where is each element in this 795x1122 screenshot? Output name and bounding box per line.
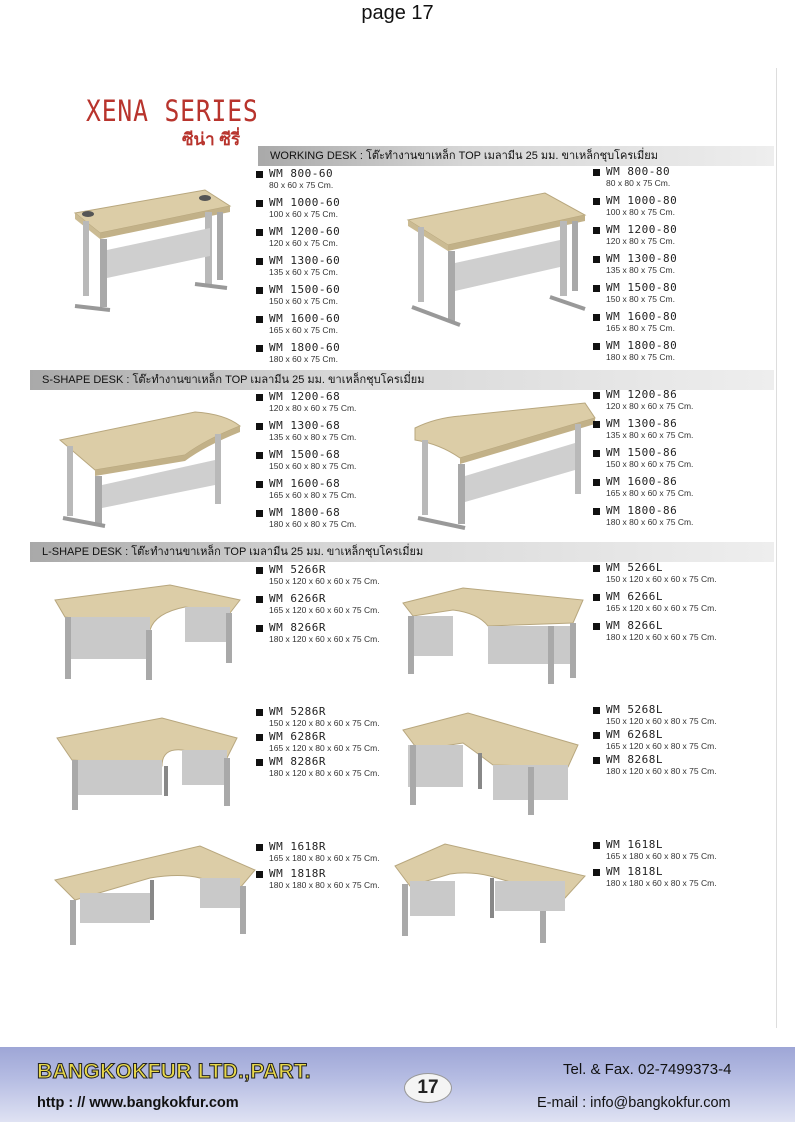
bullet-square-icon <box>256 229 263 236</box>
product-code: WM 800-60 <box>269 167 334 180</box>
product-size: 180 x 120 x 60 x 60 x 75 Cm. <box>269 634 380 644</box>
product-code: WM 8266R <box>269 621 326 634</box>
product-code: WM 1200-68 <box>269 390 341 403</box>
product-size: 165 x 60 x 80 x 75 Cm. <box>269 490 357 500</box>
product-size: 165 x 120 x 60 x 80 x 75 Cm. <box>606 741 717 751</box>
product-item <box>593 252 677 276</box>
product-code: WM 1600-86 <box>606 475 678 488</box>
product-item <box>256 621 380 645</box>
product-size: 135 x 60 x 75 Cm. <box>269 267 338 277</box>
product-size: 150 x 120 x 60 x 80 x 75 Cm. <box>606 716 717 726</box>
product-size: 150 x 60 x 80 x 75 Cm. <box>269 461 357 471</box>
product-size: 120 x 60 x 75 Cm. <box>269 238 338 248</box>
product-size: 165 x 80 x 60 x 75 Cm. <box>606 488 694 498</box>
s-shape-desk-86-image <box>410 398 600 533</box>
working-desk-60-image <box>55 178 240 318</box>
product-item <box>593 728 717 752</box>
product-item <box>593 703 717 727</box>
bullet-square-icon <box>593 869 600 876</box>
bullet-square-icon <box>256 871 263 878</box>
s-shape-desk-68-image <box>55 400 245 530</box>
product-code: WM 1818L <box>606 865 663 878</box>
bullet-square-icon <box>593 198 600 205</box>
product-code: WM 1200-60 <box>269 225 341 238</box>
product-item <box>593 561 717 585</box>
product-item <box>256 477 356 501</box>
product-code: WM 6266R <box>269 592 326 605</box>
product-item <box>256 196 340 220</box>
product-size: 180 x 80 x 75 Cm. <box>606 352 675 362</box>
product-item <box>256 254 340 278</box>
l-shape-desk-l-80-image <box>398 705 583 820</box>
product-code: WM 6286R <box>269 730 326 743</box>
product-size: 165 x 120 x 80 x 60 x 75 Cm. <box>269 743 380 753</box>
bullet-square-icon <box>256 734 263 741</box>
product-item <box>256 730 380 754</box>
product-size: 180 x 120 x 60 x 80 x 75 Cm. <box>606 766 717 776</box>
product-size: 165 x 80 x 75 Cm. <box>606 323 675 333</box>
bullet-square-icon <box>256 200 263 207</box>
page-edge-rule <box>776 68 777 1028</box>
bullet-square-icon <box>256 452 263 459</box>
product-item <box>256 592 380 616</box>
bullet-square-icon <box>593 732 600 739</box>
page-number: 17 <box>417 1077 439 1098</box>
product-item <box>256 755 380 779</box>
product-code: WM 1500-60 <box>269 283 341 296</box>
bullet-square-icon <box>593 392 600 399</box>
product-size: 180 x 120 x 60 x 60 x 75 Cm. <box>606 632 717 642</box>
product-item <box>593 281 677 305</box>
bullet-square-icon <box>256 345 263 352</box>
product-code: WM 1800-80 <box>606 339 678 352</box>
l-shape-desk-r-60-image <box>50 575 245 685</box>
product-code: WM 1500-68 <box>269 448 341 461</box>
product-code: WM 1200-80 <box>606 223 678 236</box>
bullet-square-icon <box>256 316 263 323</box>
working-desk-heading: WORKING DESK : โต๊ะทำงานขาเหล็ก TOP เมลามีน 25 มม. ขาเหล็กชุบโครเมี่ยม <box>258 146 774 166</box>
bullet-square-icon <box>593 450 600 457</box>
s-shape-desk-heading: S-SHAPE DESK : โต๊ะทำงานขาเหล็ก TOP เมลามีน 25 มม. ขาเหล็กชุบโครเมี่ยม <box>30 370 774 390</box>
product-item <box>256 705 380 729</box>
bullet-square-icon <box>256 394 263 401</box>
product-size: 120 x 80 x 75 Cm. <box>606 236 675 246</box>
bullet-square-icon <box>256 709 263 716</box>
email-link[interactable]: E-mail : info@bangkokfur.com <box>537 1095 731 1111</box>
product-size: 180 x 180 x 60 x 80 x 75 Cm. <box>606 878 717 888</box>
product-size: 135 x 80 x 60 x 75 Cm. <box>606 430 694 440</box>
product-size: 80 x 60 x 75 Cm. <box>269 180 334 190</box>
bullet-square-icon <box>256 510 263 517</box>
product-item <box>593 504 693 528</box>
product-code: WM 1600-60 <box>269 312 341 325</box>
product-code: WM 1300-80 <box>606 252 678 265</box>
bullet-square-icon <box>593 256 600 263</box>
bullet-square-icon <box>593 757 600 764</box>
bullet-square-icon <box>593 508 600 515</box>
product-item <box>256 283 340 307</box>
product-code: WM 1500-80 <box>606 281 678 294</box>
bullet-square-icon <box>256 423 263 430</box>
bullet-square-icon <box>593 421 600 428</box>
bullet-square-icon <box>256 171 263 178</box>
product-size: 150 x 80 x 60 x 75 Cm. <box>606 459 694 469</box>
product-size: 120 x 80 x 60 x 75 Cm. <box>606 401 694 411</box>
product-size: 165 x 120 x 60 x 60 x 75 Cm. <box>269 605 380 615</box>
product-code: WM 1000-80 <box>606 194 678 207</box>
bullet-square-icon <box>593 707 600 714</box>
bullet-square-icon <box>593 227 600 234</box>
product-code: WM 1818R <box>269 867 326 880</box>
bullet-square-icon <box>256 287 263 294</box>
product-code: WM 5286R <box>269 705 326 718</box>
product-item <box>256 390 356 414</box>
bullet-square-icon <box>593 594 600 601</box>
product-code: WM 1618R <box>269 840 326 853</box>
product-code: WM 8266L <box>606 619 663 632</box>
bullet-square-icon <box>256 481 263 488</box>
product-item <box>593 753 717 777</box>
product-item <box>593 619 717 643</box>
product-code: WM 5266R <box>269 563 326 576</box>
bullet-square-icon <box>256 567 263 574</box>
product-size: 180 x 180 x 80 x 60 x 75 Cm. <box>269 880 380 890</box>
product-item <box>593 194 677 218</box>
website-link[interactable]: http : // www.bangkokfur.com <box>37 1095 239 1111</box>
bullet-square-icon <box>256 625 263 632</box>
product-item <box>593 339 677 363</box>
bullet-square-icon <box>256 596 263 603</box>
product-item <box>256 867 380 891</box>
product-item <box>256 312 340 336</box>
bullet-square-icon <box>256 759 263 766</box>
product-item <box>593 310 677 334</box>
product-size: 100 x 80 x 75 Cm. <box>606 207 675 217</box>
bullet-square-icon <box>593 565 600 572</box>
product-size: 180 x 60 x 75 Cm. <box>269 354 338 364</box>
product-item <box>256 419 356 443</box>
product-item <box>593 446 693 470</box>
product-item <box>256 225 340 249</box>
tel-fax: Tel. & Fax. 02-7499373-4 <box>563 1061 732 1078</box>
l-shape-desk-heading: L-SHAPE DESK : โต๊ะทำงานขาเหล็ก TOP เมลามีน 25 มม. ขาเหล็กชุบโครเมี่ยม <box>30 542 774 562</box>
l-shape-desk-l-180-image <box>390 836 590 948</box>
product-item <box>593 388 693 412</box>
product-item <box>593 475 693 499</box>
product-size: 150 x 80 x 75 Cm. <box>606 294 675 304</box>
product-size: 165 x 60 x 75 Cm. <box>269 325 338 335</box>
product-size: 135 x 80 x 75 Cm. <box>606 265 675 275</box>
product-item <box>256 167 333 191</box>
product-code: WM 1800-86 <box>606 504 678 517</box>
product-size: 165 x 120 x 60 x 60 x 75 Cm. <box>606 603 717 613</box>
product-code: WM 6266L <box>606 590 663 603</box>
product-item <box>593 165 670 189</box>
product-item <box>256 563 380 587</box>
product-item <box>256 341 340 365</box>
page-label: page 17 <box>361 2 434 24</box>
product-size: 180 x 120 x 80 x 60 x 75 Cm. <box>269 768 380 778</box>
product-size: 150 x 120 x 60 x 60 x 75 Cm. <box>269 576 380 586</box>
series-title: XENA SERIES <box>86 94 259 128</box>
product-item <box>593 417 693 441</box>
bullet-square-icon <box>593 623 600 630</box>
product-item <box>593 590 717 614</box>
product-size: 135 x 60 x 80 x 75 Cm. <box>269 432 357 442</box>
product-size: 180 x 80 x 60 x 75 Cm. <box>606 517 694 527</box>
product-code: WM 1618L <box>606 838 663 851</box>
product-item <box>593 838 717 862</box>
working-desk-80-image <box>400 185 595 330</box>
bullet-square-icon <box>593 285 600 292</box>
product-code: WM 5268L <box>606 703 663 716</box>
product-code: WM 1600-68 <box>269 477 341 490</box>
product-code: WM 5266L <box>606 561 663 574</box>
product-size: 165 x 180 x 80 x 60 x 75 Cm. <box>269 853 380 863</box>
product-size: 150 x 120 x 60 x 60 x 75 Cm. <box>606 574 717 584</box>
bullet-square-icon <box>256 844 263 851</box>
product-item <box>256 448 356 472</box>
bullet-square-icon <box>593 343 600 350</box>
product-code: WM 1200-86 <box>606 388 678 401</box>
bullet-square-icon <box>593 842 600 849</box>
product-code: WM 1300-68 <box>269 419 341 432</box>
product-code: WM 6268L <box>606 728 663 741</box>
product-code: WM 800-80 <box>606 165 671 178</box>
product-code: WM 1300-86 <box>606 417 678 430</box>
product-code: WM 1800-60 <box>269 341 341 354</box>
product-item <box>593 223 677 247</box>
product-size: 180 x 60 x 80 x 75 Cm. <box>269 519 357 529</box>
product-code: WM 8268L <box>606 753 663 766</box>
company-name: BANGKOKFUR LTD.,PART. <box>37 1060 311 1083</box>
product-code: WM 1300-60 <box>269 254 341 267</box>
series-title-thai: ซีน่า ซีรี่ <box>182 130 241 149</box>
product-code: WM 1800-68 <box>269 506 341 519</box>
product-size: 100 x 60 x 75 Cm. <box>269 209 338 219</box>
bullet-square-icon <box>593 314 600 321</box>
product-size: 80 x 80 x 75 Cm. <box>606 178 671 188</box>
product-size: 165 x 180 x 60 x 80 x 75 Cm. <box>606 851 717 861</box>
bullet-square-icon <box>256 258 263 265</box>
l-shape-desk-r-80-image <box>52 708 242 818</box>
product-item <box>256 506 356 530</box>
l-shape-desk-l-60-image <box>398 578 593 688</box>
bullet-square-icon <box>593 169 600 176</box>
bullet-square-icon <box>593 479 600 486</box>
l-shape-desk-r-180-image <box>50 838 260 948</box>
product-code: WM 1500-86 <box>606 446 678 459</box>
product-code: WM 8286R <box>269 755 326 768</box>
product-item <box>593 865 717 889</box>
product-size: 120 x 80 x 60 x 75 Cm. <box>269 403 357 413</box>
product-code: WM 1600-80 <box>606 310 678 323</box>
product-size: 150 x 60 x 75 Cm. <box>269 296 338 306</box>
product-size: 150 x 120 x 80 x 60 x 75 Cm. <box>269 718 380 728</box>
product-code: WM 1000-60 <box>269 196 341 209</box>
product-item <box>256 840 380 864</box>
